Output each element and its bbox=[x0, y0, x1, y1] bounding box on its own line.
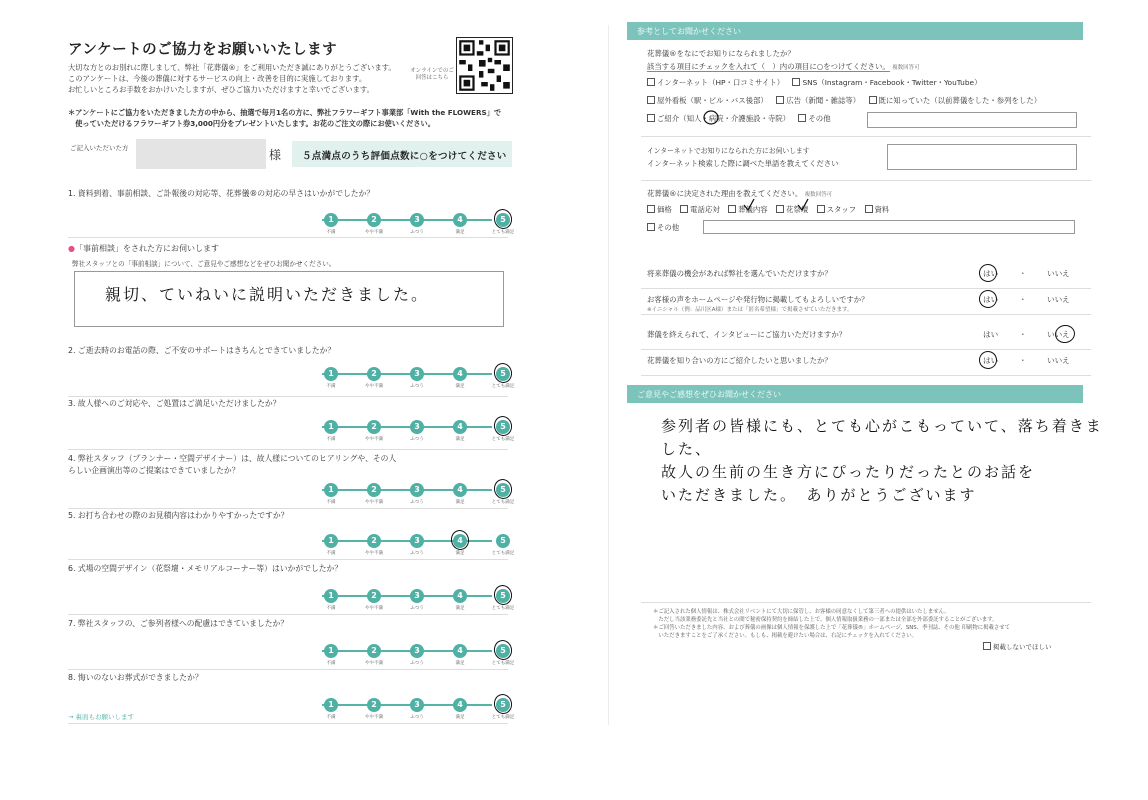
rating-option[interactable]: 5 bbox=[496, 483, 510, 497]
hand-circle-mark bbox=[1054, 323, 1077, 344]
rating-scale bbox=[312, 698, 515, 722]
qr-label: オンラインでのご回答はこちら bbox=[410, 68, 454, 81]
option-sns[interactable]: SNS（Instagram・Facebook・Twitter・YouTube） bbox=[792, 78, 981, 87]
question-item bbox=[68, 618, 515, 670]
question-text: 6. 式場の空間デザイン（花祭壇・メモリアルコーナー等）はいかがでしたか？ bbox=[68, 564, 343, 573]
intro-line: このアンケートは、今後の葬儀に対するサービスの向上・改善を目的に実施しております。 bbox=[68, 74, 367, 83]
rating-option[interactable]: 5 bbox=[496, 589, 510, 603]
question-text: 7. 弊社スタッフの、ご参列者様への配慮はできていましたか？ bbox=[68, 619, 289, 628]
question-note: ※イニシャル（例：品川区A様）または「匿名希望様」で掲載させていただきます。 bbox=[647, 307, 853, 313]
rating-option[interactable]: 3 bbox=[410, 483, 424, 497]
yes-no-row bbox=[617, 329, 1117, 353]
answer-yes[interactable]: はい bbox=[983, 269, 999, 278]
hand-circle-mark bbox=[492, 638, 514, 661]
rating-option[interactable]: 4 bbox=[453, 367, 467, 381]
checkbox[interactable] bbox=[728, 205, 736, 213]
rating-option[interactable]: 4 bbox=[453, 644, 467, 658]
checkbox[interactable] bbox=[798, 114, 806, 122]
rating-option[interactable]: 5 bbox=[496, 213, 510, 227]
how-known-question: 花葬儀®をなにでお知りになられましたか？ bbox=[647, 49, 795, 58]
privacy-line: ＊ご回答いただきました内容、および葬儀の画像は個人情報を保護した上で「花葬儀®」ホームページ、SNS、季刊誌、その他 印刷物に掲載させて bbox=[653, 625, 1011, 631]
how-known-row-1 bbox=[647, 77, 987, 88]
rating-option[interactable]: 3 bbox=[410, 367, 424, 381]
answer-yes[interactable]: はい bbox=[983, 330, 999, 339]
rating-option[interactable]: 1 bbox=[324, 644, 338, 658]
yes-no-question: お客様の声をホームページや発行物に掲載してもよろしいですか？ bbox=[647, 295, 869, 304]
question-item bbox=[68, 453, 515, 509]
checkbox[interactable] bbox=[869, 96, 877, 104]
section-reference-header: 参考としてお聞かせください bbox=[627, 22, 1083, 40]
rating-option[interactable]: 1 bbox=[324, 534, 338, 548]
score-instruction: ５点満点のうち評価点数に○をつけてください bbox=[292, 141, 512, 167]
question-text: 5. お打ち合わせの際のお見積内容はわかりやすかったですか？ bbox=[68, 511, 289, 520]
rating-caption: やや不満 bbox=[365, 384, 383, 389]
rating-caption: ふつう bbox=[410, 606, 424, 611]
rating-caption: やや不満 bbox=[365, 661, 383, 666]
question-item bbox=[68, 345, 515, 397]
divider bbox=[641, 314, 1091, 315]
rating-caption: とても満足 bbox=[491, 437, 515, 442]
no-publish-label: 掲載しないでほしい bbox=[993, 643, 1052, 651]
turn-over-note: → 裏面もお願いします bbox=[68, 713, 135, 721]
divider bbox=[641, 180, 1091, 181]
internet-question: インターネットでお知りになられた方にお伺いします bbox=[647, 147, 810, 155]
rating-scale bbox=[312, 534, 515, 558]
checkbox[interactable] bbox=[647, 205, 655, 213]
rating-caption: とても満足 bbox=[491, 606, 515, 611]
intro-line: 大切な方とのお別れに際しまして、弊社「花葬儀®」をご利用いただき誠にありがとうございます。 bbox=[68, 63, 396, 72]
intro-line: お忙しいところお手数をおかけいたしますが、ぜひご協力いただけますと幸いでございます。 bbox=[68, 85, 374, 94]
privacy-line: いただきますことをご了承ください。もしも、掲載を避けたい場合は、右記にチェックを入れてください。 bbox=[653, 633, 917, 639]
reason-question: 花葬儀®に決定された理由を教えてください。 複数回答可 bbox=[647, 189, 833, 198]
rating-caption: とても満足 bbox=[491, 500, 515, 505]
survey-page-back bbox=[617, 20, 1127, 700]
rating-caption: とても満足 bbox=[491, 384, 515, 389]
rating-caption: 不満 bbox=[326, 606, 336, 611]
page-divider bbox=[608, 25, 609, 725]
rating-option[interactable]: 1 bbox=[324, 589, 338, 603]
yes-no-question: 花葬儀を知り合いの方にご紹介したいと思いましたか？ bbox=[647, 356, 832, 365]
rating-option[interactable]: 1 bbox=[324, 213, 338, 227]
how-known-row-2 bbox=[647, 95, 1047, 106]
reason-staff[interactable]: スタッフ bbox=[817, 205, 857, 214]
rating-caption: 不満 bbox=[326, 437, 336, 442]
search-words-field[interactable] bbox=[887, 144, 1077, 170]
checkbox[interactable] bbox=[647, 78, 655, 86]
checkbox[interactable] bbox=[983, 642, 991, 650]
rating-caption: やや不満 bbox=[365, 500, 383, 505]
rating-option[interactable]: 5 bbox=[496, 420, 510, 434]
checkbox[interactable] bbox=[680, 205, 688, 213]
consult-answer: 親切、ていねいに説明いただきました。 bbox=[105, 285, 430, 304]
option-referral[interactable]: ご紹介（知人・病院・介護施設・寺院） bbox=[647, 114, 790, 123]
rating-caption: ふつう bbox=[410, 384, 424, 389]
rating-option[interactable]: 2 bbox=[367, 213, 381, 227]
answer-yes[interactable]: はい bbox=[983, 356, 999, 365]
rating-caption: 不満 bbox=[326, 661, 336, 666]
other-source-field[interactable] bbox=[867, 112, 1077, 128]
comment-answer bbox=[661, 415, 1111, 507]
rating-scale bbox=[312, 589, 515, 613]
rating-option[interactable]: 1 bbox=[324, 483, 338, 497]
reason-flower-altar[interactable]: 花祭壇 bbox=[776, 205, 808, 214]
intro-text bbox=[68, 62, 408, 95]
internet-search-question: インターネット検索した際に調べた単語を教えてください bbox=[647, 159, 839, 168]
rating-caption: やや不満 bbox=[365, 551, 383, 556]
rating-option[interactable]: 5 bbox=[496, 367, 510, 381]
rating-caption: 満足 bbox=[455, 384, 465, 389]
question-text: 4. 弊社スタッフ（プランナー・空間デザイナー）は、故人様についてのヒアリングや、その人らしい企画演出等のご提案はできていましたか？ bbox=[68, 454, 397, 475]
question-item bbox=[68, 188, 515, 238]
rating-caption: 満足 bbox=[455, 437, 465, 442]
question-text: 8. 悔いのないお葬式ができましたか？ bbox=[68, 673, 203, 682]
rating-caption: ふつう bbox=[410, 230, 424, 235]
divider bbox=[641, 375, 1091, 376]
hand-circle-mark bbox=[492, 477, 514, 500]
multi-answer-note: 複数回答可 bbox=[892, 65, 920, 71]
rating-option[interactable]: 5 bbox=[496, 698, 510, 712]
rating-option[interactable]: 1 bbox=[324, 367, 338, 381]
rating-option[interactable]: 3 bbox=[410, 420, 424, 434]
rating-caption: とても満足 bbox=[491, 715, 515, 720]
rating-caption: 満足 bbox=[455, 500, 465, 505]
name-label: ご記入いただいた方 bbox=[70, 144, 129, 152]
survey-title: アンケートのご協力をお願いいたします bbox=[68, 42, 338, 58]
rating-option[interactable]: 3 bbox=[410, 698, 424, 712]
rating-option[interactable]: 4 bbox=[453, 589, 467, 603]
rating-scale bbox=[312, 213, 515, 237]
reason-other-field[interactable] bbox=[703, 220, 1075, 234]
rating-caption: 不満 bbox=[326, 230, 336, 235]
option-ads[interactable]: 広告（新聞・雑誌等） bbox=[776, 96, 860, 105]
instruction-text: 該当する項目にチェックを入れて（ ）内の項目に○をつけてください。 bbox=[647, 62, 890, 71]
divider bbox=[641, 349, 1091, 350]
rating-option[interactable]: 2 bbox=[367, 534, 381, 548]
privacy-notice bbox=[653, 608, 1083, 640]
qr-code-icon[interactable] bbox=[456, 37, 513, 94]
rating-option[interactable]: 2 bbox=[367, 698, 381, 712]
hand-circle-mark bbox=[492, 692, 514, 715]
option-billboard[interactable]: 屋外看板（駅・ビル・バス後部） bbox=[647, 96, 768, 105]
name-row bbox=[62, 139, 512, 169]
check-mark-icon bbox=[797, 198, 809, 212]
question-text: 1. 資料到着、事前相談、ご訃報後の対応等、花葬儀®の対応の早さはいかがでしたか？ bbox=[68, 189, 375, 198]
rating-option[interactable]: 4 bbox=[453, 213, 467, 227]
checkbox[interactable] bbox=[776, 96, 784, 104]
rating-scale bbox=[312, 420, 515, 444]
name-field[interactable] bbox=[136, 139, 266, 169]
rating-caption: 満足 bbox=[455, 661, 465, 666]
divider bbox=[641, 288, 1091, 289]
reason-other-row bbox=[647, 222, 685, 233]
rating-scale bbox=[312, 367, 515, 391]
checkbox[interactable] bbox=[647, 114, 655, 122]
comment-line: 故人の生前の生き方にぴったりだったとのお話を bbox=[661, 463, 1036, 481]
rating-caption: とても満足 bbox=[491, 230, 515, 235]
rating-caption: ふつう bbox=[410, 715, 424, 720]
rating-caption: 不満 bbox=[326, 715, 336, 720]
yes-no-row bbox=[617, 355, 1117, 379]
rating-caption: 不満 bbox=[326, 384, 336, 389]
checkbox[interactable] bbox=[647, 96, 655, 104]
rating-scale bbox=[312, 644, 515, 668]
rating-caption: とても満足 bbox=[491, 661, 515, 666]
rating-caption: やや不満 bbox=[365, 715, 383, 720]
rating-caption: やや不満 bbox=[365, 606, 383, 611]
notice-line: ＊アンケートにご協力をいただきました方の中から、抽選で毎月1名の方に、弊社フラワーギフト事業部「With the FLOWERS」で bbox=[68, 108, 502, 117]
privacy-line: ただし当該業務委託先と当社との間で秘密保持契約を締結した上で、個人情報取扱業務の一部または全部を外部委託することがございます。 bbox=[653, 617, 998, 623]
reason-materials[interactable]: 資料 bbox=[865, 205, 890, 214]
divider bbox=[641, 602, 1091, 603]
yes-no-question: 葬儀を終えられて、インタビューにご協力いただけますか？ bbox=[647, 330, 847, 339]
reason-other[interactable]: その他 bbox=[647, 223, 679, 232]
hand-circle-mark bbox=[492, 414, 514, 437]
hand-circle-mark bbox=[449, 528, 471, 551]
rating-option[interactable]: 2 bbox=[367, 483, 381, 497]
rating-caption: 満足 bbox=[455, 230, 465, 235]
notice-line: 使っていただけるフラワーギフト券3,000円分をプレゼントいたします。お花のご注文の際にお使いください。 bbox=[68, 119, 435, 128]
bullet-icon: ● bbox=[68, 244, 75, 253]
checkbox[interactable] bbox=[776, 205, 784, 213]
yes-no-row bbox=[617, 294, 1117, 318]
rating-option[interactable]: 2 bbox=[367, 420, 381, 434]
hand-circle-mark bbox=[978, 263, 999, 284]
checkbox[interactable] bbox=[792, 78, 800, 86]
rating-caption: 不満 bbox=[326, 500, 336, 505]
answer-no[interactable]: いいえ bbox=[1047, 269, 1070, 278]
survey-page-front bbox=[40, 20, 600, 740]
rating-caption: ふつう bbox=[410, 500, 424, 505]
answer-no[interactable]: いいえ bbox=[1047, 356, 1070, 365]
how-known-instruction bbox=[647, 61, 920, 74]
hand-circle-mark bbox=[492, 361, 514, 384]
rating-caption: やや不満 bbox=[365, 230, 383, 235]
rating-caption: ふつう bbox=[410, 437, 424, 442]
consult-heading bbox=[68, 243, 219, 254]
answer-yes[interactable]: はい bbox=[983, 295, 999, 304]
option-already-known[interactable]: 既に知っていた（以前葬儀をした・参列をした） bbox=[869, 96, 1042, 105]
separator-dot: ・ bbox=[1019, 269, 1027, 278]
separator-dot: ・ bbox=[1019, 330, 1027, 339]
consult-answer-box[interactable] bbox=[74, 271, 504, 327]
rating-option[interactable]: 2 bbox=[367, 644, 381, 658]
rating-option[interactable]: 2 bbox=[367, 367, 381, 381]
hand-circle-mark bbox=[492, 583, 514, 606]
how-known-row-3 bbox=[647, 113, 837, 124]
comment-line: いただきました。 ありがとうございます bbox=[661, 486, 977, 504]
hand-circle-mark bbox=[703, 110, 719, 125]
rating-option[interactable]: 1 bbox=[324, 698, 338, 712]
rating-option[interactable]: 5 bbox=[496, 534, 510, 548]
checkbox[interactable] bbox=[865, 205, 873, 213]
checkbox[interactable] bbox=[817, 205, 825, 213]
rating-option[interactable]: 4 bbox=[453, 698, 467, 712]
rating-option[interactable]: 4 bbox=[453, 420, 467, 434]
rating-caption: 満足 bbox=[455, 551, 465, 556]
rating-option[interactable]: 3 bbox=[410, 213, 424, 227]
checkbox[interactable] bbox=[647, 223, 655, 231]
check-mark-icon bbox=[743, 198, 755, 212]
reason-options bbox=[647, 204, 895, 215]
rating-scale bbox=[312, 483, 515, 507]
rating-caption: ふつう bbox=[410, 551, 424, 556]
answer-no[interactable]: いいえ bbox=[1047, 330, 1070, 339]
rating-option[interactable]: 4 bbox=[453, 483, 467, 497]
hand-circle-mark bbox=[492, 207, 514, 230]
question-item bbox=[68, 398, 515, 450]
yes-no-row bbox=[617, 268, 1117, 292]
consult-subtext: 弊社スタッフとの「事前相談」について、ご意見やご感想などをぜひお聞かせください。 bbox=[72, 260, 336, 268]
separator-dot: ・ bbox=[1019, 356, 1027, 365]
answer-no[interactable]: いいえ bbox=[1047, 295, 1070, 304]
reason-phone[interactable]: 電話応対 bbox=[680, 205, 720, 214]
rating-caption: とても満足 bbox=[491, 551, 515, 556]
rating-option[interactable]: 3 bbox=[410, 589, 424, 603]
question-item bbox=[68, 563, 515, 615]
section-comments-header: ご意見やご感想をぜひお聞かせください bbox=[627, 385, 1083, 403]
rating-caption: やや不満 bbox=[365, 437, 383, 442]
rating-option[interactable]: 2 bbox=[367, 589, 381, 603]
separator-dot: ・ bbox=[1019, 295, 1027, 304]
no-publish-option[interactable] bbox=[983, 642, 1052, 651]
rating-caption: ふつう bbox=[410, 661, 424, 666]
consult-heading-text: 「事前相談」をされた方にお伺いします bbox=[74, 244, 219, 253]
rating-caption: 不満 bbox=[326, 551, 336, 556]
question-item bbox=[68, 672, 515, 724]
rating-option[interactable]: 5 bbox=[496, 644, 510, 658]
reason-content[interactable]: 葬儀内容 bbox=[728, 205, 768, 214]
reason-price[interactable]: 価格 bbox=[647, 205, 672, 214]
question-text: 2. ご逝去時のお電話の際、ご不安のサポートはきちんとできていましたか？ bbox=[68, 346, 336, 355]
rating-option[interactable]: 3 bbox=[410, 534, 424, 548]
rating-caption: 満足 bbox=[455, 606, 465, 611]
rating-caption: 満足 bbox=[455, 715, 465, 720]
campaign-notice bbox=[68, 107, 518, 129]
question-item bbox=[68, 510, 515, 560]
option-other[interactable]: その他 bbox=[798, 114, 830, 123]
rating-option[interactable]: 4 bbox=[453, 534, 467, 548]
option-internet[interactable]: インターネット（HP・口コミサイト） bbox=[647, 78, 784, 87]
yes-no-question: 将来葬儀の機会があれば弊社を選んでいただけますか？ bbox=[647, 269, 832, 278]
question-text: 3. 故人様へのご対応や、ご処置はご満足いただけましたか？ bbox=[68, 399, 281, 408]
privacy-line: ＊ご記入された個人情報は、株式会社リベントにて大切に保管し、お客様の同意なくして第三者への提供はいたしません。 bbox=[653, 609, 950, 615]
rating-option[interactable]: 1 bbox=[324, 420, 338, 434]
honorific-suffix: 様 bbox=[269, 148, 282, 162]
divider bbox=[641, 136, 1091, 137]
comment-line: 参列者の皆様にも、とても心がこもっていて、落ち着きました、 bbox=[661, 417, 1103, 458]
rating-option[interactable]: 3 bbox=[410, 644, 424, 658]
